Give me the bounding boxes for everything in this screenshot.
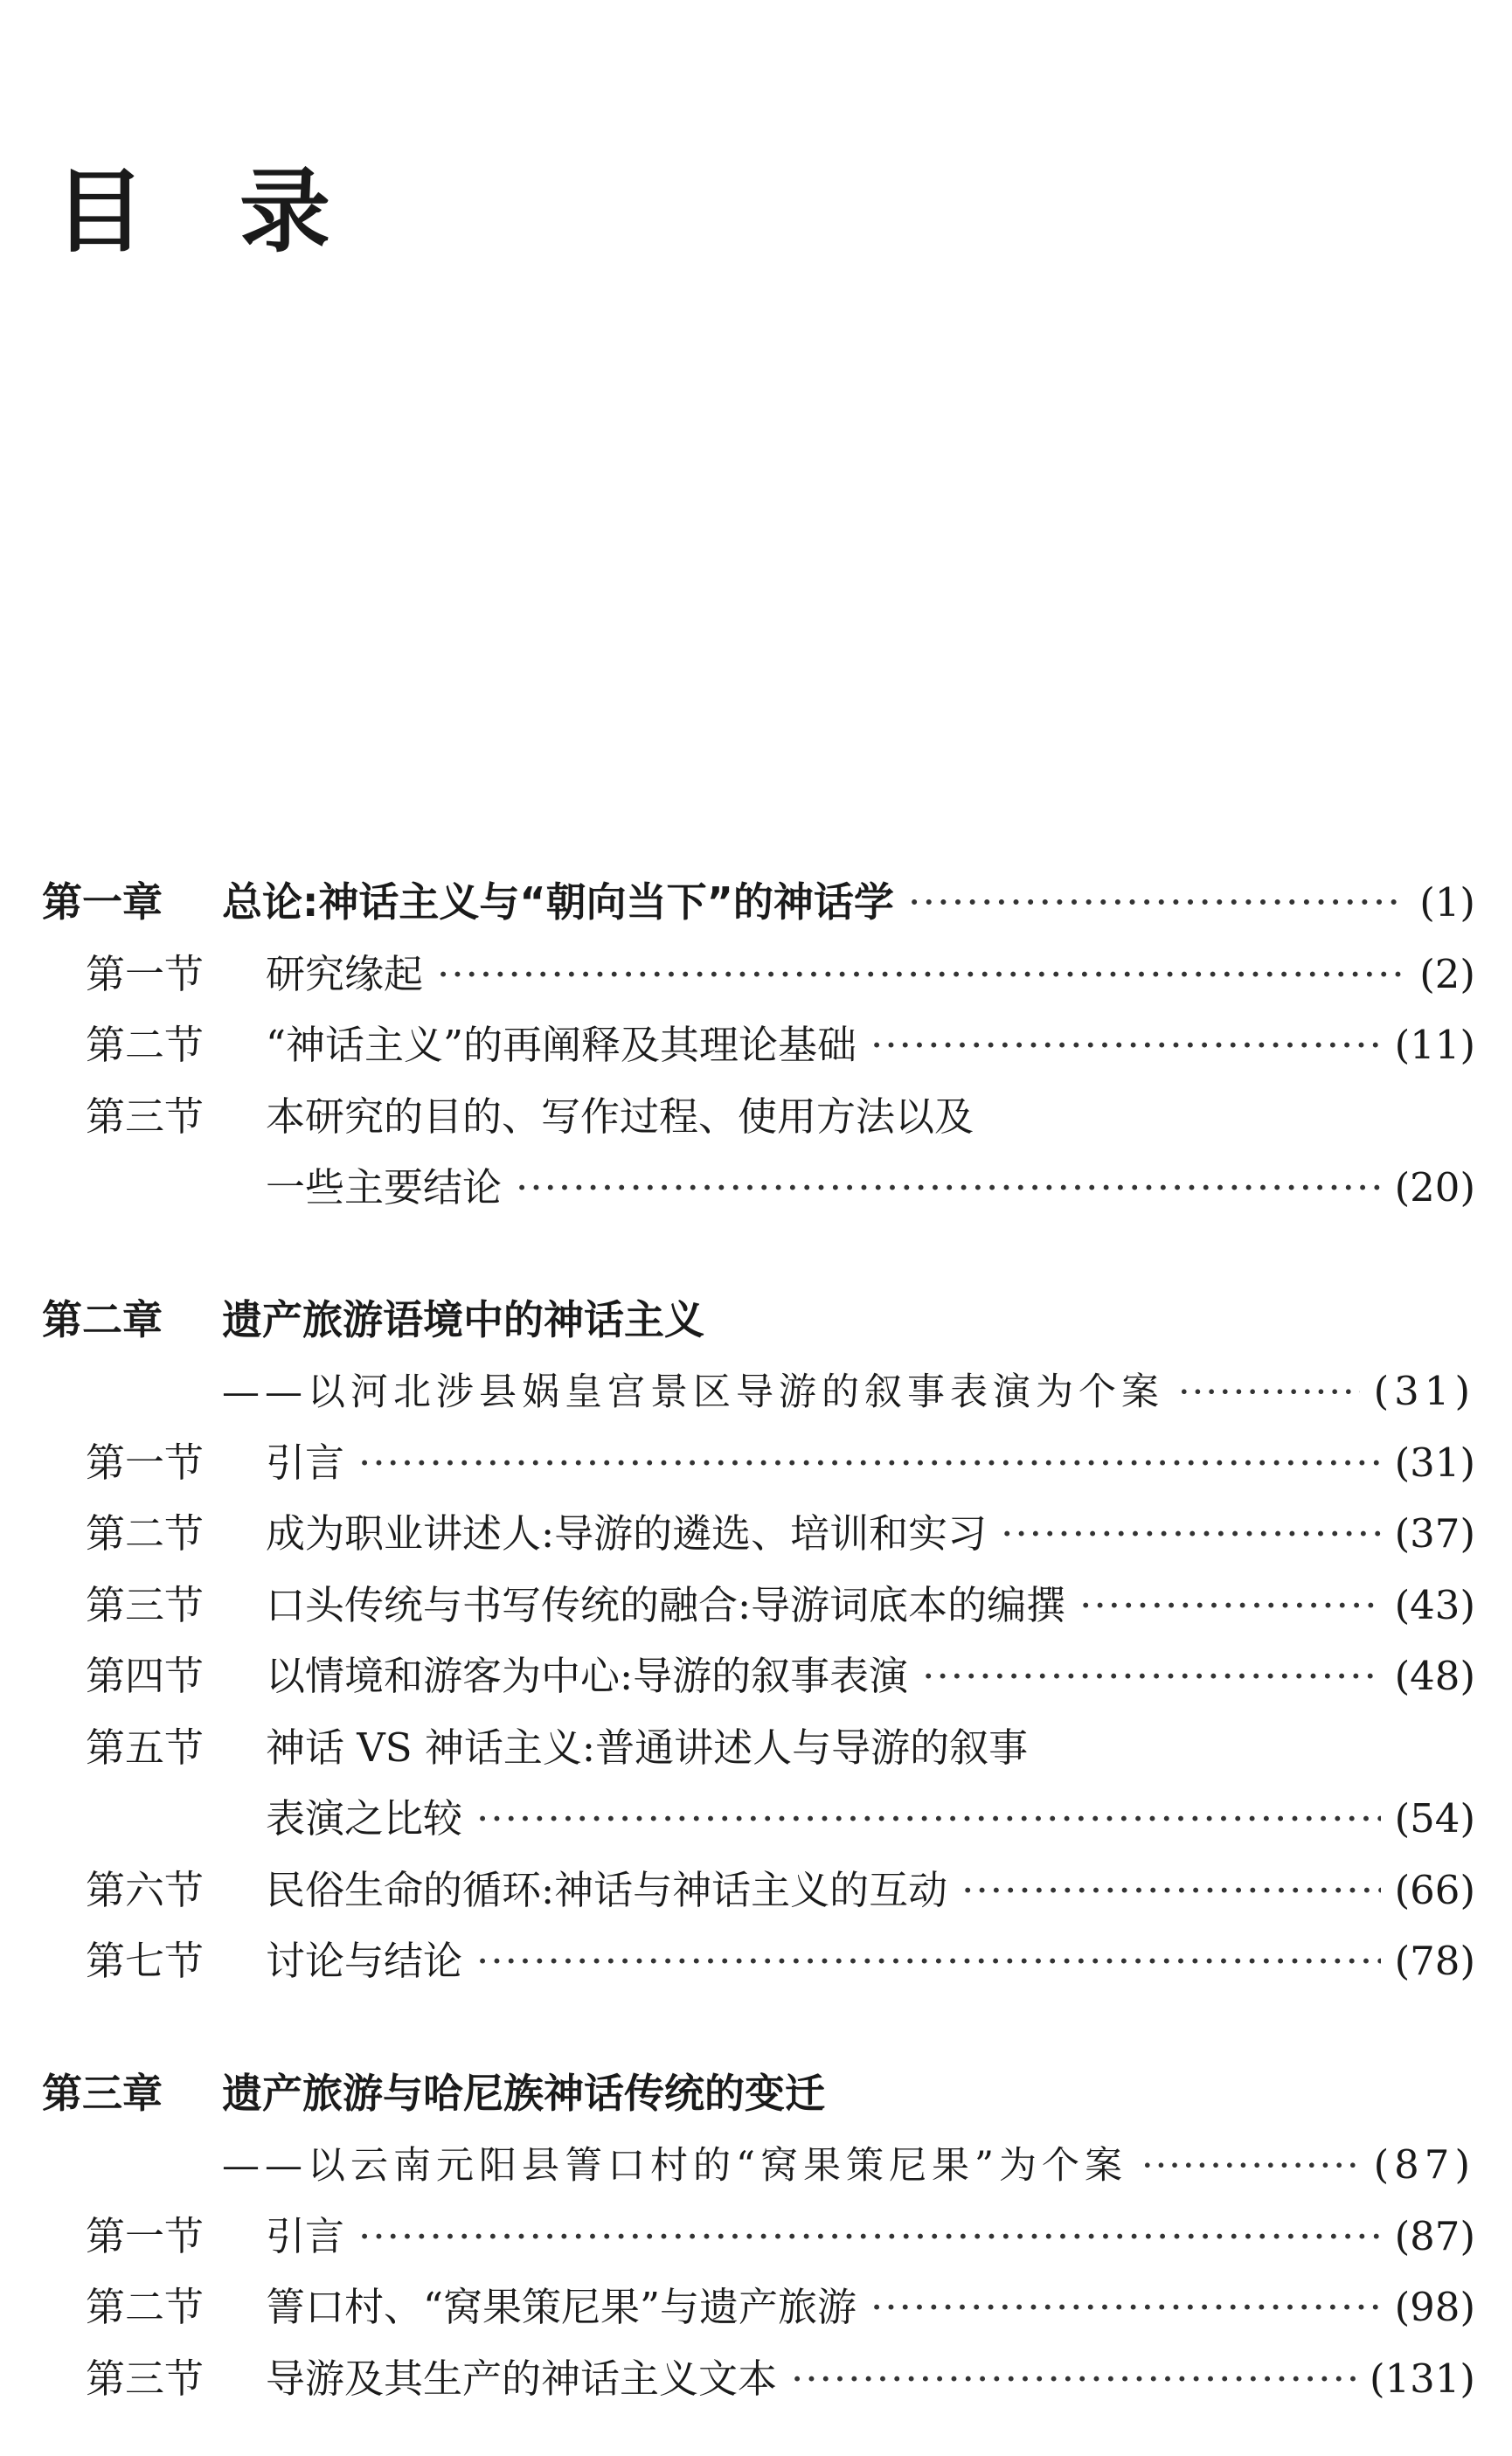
leader-dots (516, 1152, 1381, 1224)
section-title: 口头传统与书写传统的融合:导游词底本的编撰 (266, 1581, 1066, 1628)
chapter-label: 第三章 (42, 2069, 163, 2117)
section-title: 本研究的目的、写作过程、使用方法以及 (266, 1093, 974, 1140)
section-title: 导游及其生产的神话主义文本 (266, 2355, 778, 2402)
page-title-left: 目 (54, 158, 146, 265)
toc-chapter (42, 2058, 1475, 2415)
toc-section[interactable] (42, 1427, 1475, 1499)
leader-dots (791, 2343, 1356, 2415)
section-label: 第二节 (86, 1510, 205, 1557)
section-title: 成为职业讲述人:导游的遴选、培训和实习 (266, 1510, 988, 1557)
section-label: 第三节 (86, 1093, 205, 1140)
section-label: 第一节 (86, 950, 205, 997)
toc-section[interactable] (42, 939, 1475, 1010)
chapter-heading[interactable] (42, 2058, 1475, 2130)
toc-section[interactable] (42, 1641, 1475, 1712)
chapter-title: 遗产旅游与哈尼族神话传统的变迁 (222, 2069, 825, 2117)
chapter-subtitle[interactable] (42, 2129, 1475, 2201)
chapter-label: 第二章 (42, 1295, 163, 1343)
section-label: 第二节 (86, 2284, 205, 2330)
toc-section[interactable] (42, 1498, 1475, 1570)
section-title: “神话主义”的再阐释及其理论基础 (266, 1022, 857, 1068)
page-number: (1) (1419, 879, 1475, 926)
toc-chapter (42, 1285, 1475, 1997)
chapter-heading[interactable] (42, 1285, 1475, 1356)
page-number: (48) (1394, 1653, 1475, 1699)
leader-dots (358, 1427, 1381, 1499)
toc-section[interactable] (42, 1855, 1475, 1926)
chapter-heading[interactable] (42, 867, 1475, 939)
section-title: 引言 (266, 2212, 345, 2259)
leader-dots (1141, 2131, 1360, 2203)
toc-section[interactable] (42, 1712, 1475, 1784)
section-title: 民俗生命的循环:神话与神话主义的互动 (266, 1866, 948, 1913)
page-number: (11) (1394, 1022, 1475, 1068)
page-number: (78) (1394, 1938, 1475, 1984)
chapter-label: 第一章 (42, 878, 163, 926)
page-number: (87) (1373, 2141, 1475, 2188)
page-number: (20) (1394, 1164, 1475, 1211)
toc-chapter (42, 867, 1475, 1224)
chapter-subtitle-text: ——以云南元阳县箐口村的“窝果策尼果”为个案 (222, 2144, 1127, 2188)
toc-section-continuation[interactable] (42, 1152, 1475, 1224)
section-label: 第四节 (86, 1653, 205, 1699)
toc-section[interactable] (42, 2343, 1475, 2415)
chapter-subtitle-text: ——以河北涉县娲皇宫景区导游的叙事表演为个案 (222, 1370, 1164, 1414)
leader-dots (1079, 1570, 1380, 1641)
leader-dots (1001, 1498, 1380, 1570)
page-number: (98) (1394, 2284, 1475, 2330)
chapter-title: 总论:神话主义与“朝向当下”的神话学 (222, 878, 894, 926)
toc-section-continuation[interactable] (42, 1783, 1475, 1855)
page-number: (87) (1394, 2212, 1475, 2259)
leader-dots (1178, 1357, 1360, 1429)
page-number: (37) (1394, 1510, 1475, 1557)
leader-dots (476, 1925, 1381, 1997)
page-title-right: 录 (239, 158, 331, 265)
section-label: 第一节 (86, 1439, 205, 1486)
section-label: 第三节 (86, 2355, 205, 2402)
toc-section[interactable] (42, 1009, 1475, 1081)
leader-dots (358, 2201, 1381, 2272)
section-title: 箐口村、“窝果策尼果”与遗产旅游 (266, 2284, 857, 2330)
leader-dots (961, 1855, 1380, 1926)
page-title (54, 158, 331, 265)
toc-section[interactable] (42, 1081, 1475, 1153)
leader-dots (437, 939, 1405, 1010)
leader-dots (476, 1783, 1381, 1855)
page-number: (2) (1419, 950, 1475, 997)
toc-section[interactable] (42, 1925, 1475, 1997)
leader-dots (870, 2272, 1381, 2343)
table-of-contents (42, 867, 1475, 2414)
leader-dots (922, 1641, 1380, 1712)
toc-section[interactable] (42, 1570, 1475, 1641)
section-title: 一些主要结论 (266, 1164, 503, 1211)
section-title: 以情境和游客为中心:导游的叙事表演 (266, 1653, 909, 1699)
chapter-subtitle[interactable] (42, 1356, 1475, 1427)
section-label: 第三节 (86, 1581, 205, 1628)
section-title: 引言 (266, 1439, 345, 1486)
page-number: (66) (1394, 1866, 1475, 1913)
section-label: 第六节 (86, 1866, 205, 1913)
leader-dots (908, 867, 1405, 939)
toc-section[interactable] (42, 2272, 1475, 2343)
chapter-title: 遗产旅游语境中的神话主义 (222, 1295, 704, 1343)
page-number: (54) (1394, 1795, 1475, 1842)
toc-section[interactable] (42, 2201, 1475, 2272)
page-number: (131) (1369, 2355, 1475, 2402)
section-label: 第二节 (86, 1022, 205, 1068)
section-label: 第七节 (86, 1938, 205, 1984)
section-label: 第五节 (86, 1724, 205, 1771)
section-label: 第一节 (86, 2212, 205, 2259)
leader-dots (870, 1009, 1381, 1081)
section-title: 研究缘起 (266, 950, 424, 997)
section-title: 神话 VS 神话主义:普通讲述人与导游的叙事 (266, 1724, 1029, 1771)
page-number: (43) (1394, 1581, 1475, 1628)
section-title: 讨论与结论 (266, 1938, 463, 1984)
page-number: (31) (1373, 1368, 1475, 1414)
section-title: 表演之比较 (266, 1795, 463, 1842)
page-number: (31) (1394, 1439, 1475, 1486)
